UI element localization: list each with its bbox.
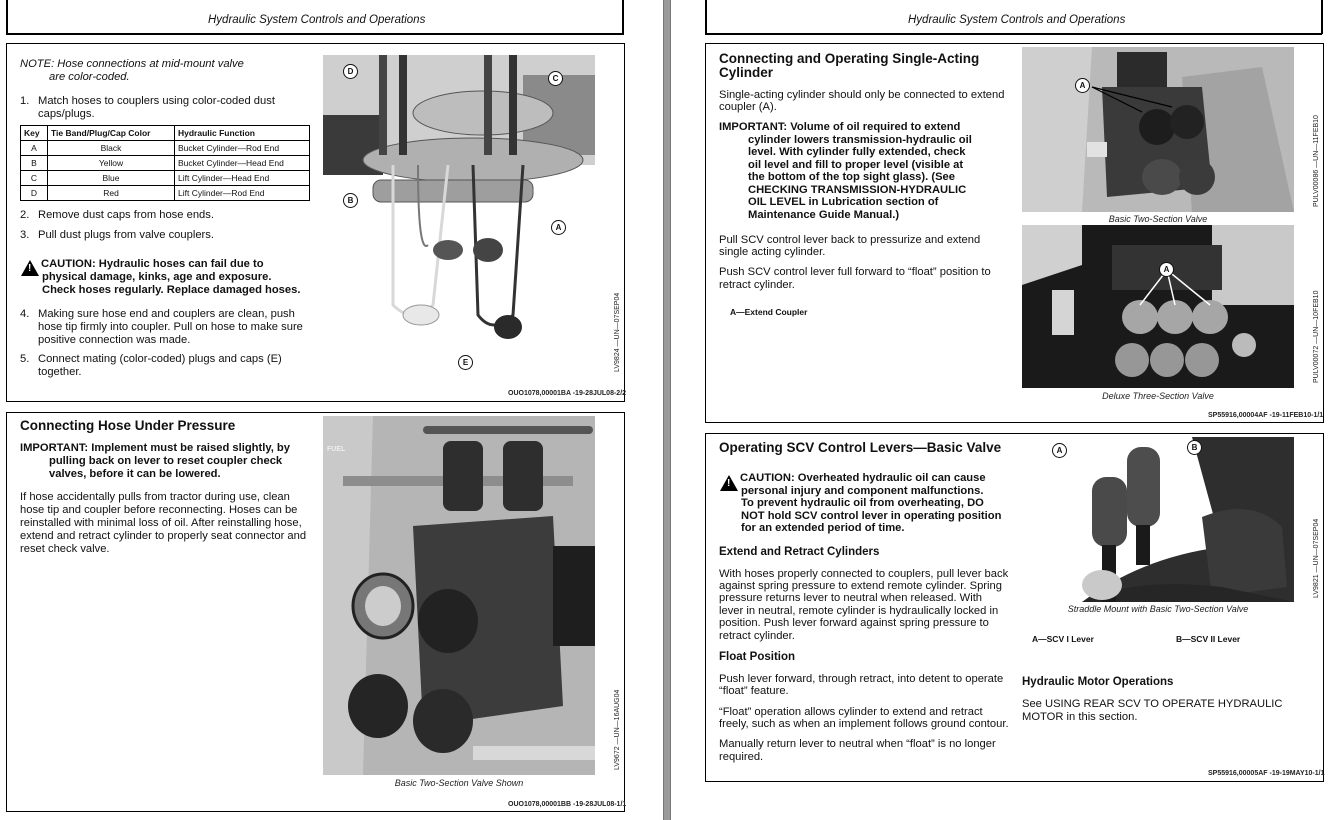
step-text: Making sure hose end and couplers are clean, push bbox=[38, 308, 295, 320]
hose-color-key-table bbox=[20, 125, 310, 201]
image-reference: LV9672 —UN—16AUG04 bbox=[614, 689, 621, 770]
legend-extend-coupler: A—Extend Coupler bbox=[730, 307, 808, 317]
float-p1-line-1: Push lever forward, through retract, into detent to operate bbox=[719, 673, 1004, 685]
deluxe-three-section-valve-photo bbox=[1022, 225, 1294, 388]
hose-couplers-illustration bbox=[323, 55, 595, 380]
important-line-7: OIL LEVEL in Lubrication section of bbox=[748, 196, 939, 208]
intro-line-1: Single-acting cylinder should only be connected to extend bbox=[719, 89, 1005, 101]
section-title-line-2: Cylinder bbox=[719, 65, 774, 80]
important-line-2: pulling back on lever to reset coupler check bbox=[49, 455, 283, 467]
document-reference: SP55916,00004AF -19-11FEB10-1/1 bbox=[1208, 412, 1324, 419]
photo-caption: Basic Two-Section Valve bbox=[1108, 214, 1208, 224]
body-line-3: reinstalled with minimal loss of oil. After reinstalling hose, bbox=[20, 517, 302, 529]
fuel-label: FUEL bbox=[327, 446, 346, 453]
section-title: Connecting Hose Under Pressure bbox=[20, 418, 236, 433]
extend-line-1: With hoses properly connected to couplers, pull lever back bbox=[719, 568, 1009, 580]
photo-caption: Straddle Mount with Basic Two-Section Valve bbox=[1067, 604, 1249, 614]
table-header-color: Tie Band/Plug/Cap Color bbox=[48, 126, 175, 141]
table-header-function: Hydraulic Function bbox=[175, 126, 310, 141]
subheading-extend-retract: Extend and Retract Cylinders bbox=[719, 546, 880, 558]
body-line-2: hose tip and coupler before reconnecting. Hoses can be bbox=[20, 504, 298, 516]
intro-line-2: coupler (A). bbox=[719, 101, 777, 113]
section-title: Operating SCV Control Levers—Basic Valve bbox=[719, 440, 1002, 455]
important-line-8: Maintenance Guide Manual.) bbox=[748, 209, 900, 221]
basic-valve-illustration bbox=[1022, 47, 1294, 212]
pull-line-2: single acting cylinder. bbox=[719, 246, 826, 258]
caution-line-1: CAUTION: Hydraulic hoses can fail due to bbox=[41, 258, 264, 270]
table-cell-color: Yellow bbox=[48, 156, 175, 171]
page-gutter bbox=[663, 0, 671, 820]
deluxe-valve-illustration bbox=[1022, 225, 1294, 388]
caution-line-2: physical damage, kinks, age and exposure. bbox=[42, 271, 272, 283]
table-row bbox=[21, 171, 310, 186]
legend-scv-ii-lever: B—SCV II Lever bbox=[1176, 634, 1241, 644]
table-cell-function: Bucket Cylinder—Rod End bbox=[175, 141, 310, 156]
step-number: 2. bbox=[20, 209, 30, 221]
left-page-header-rule-right bbox=[622, 0, 624, 34]
extend-line-6: retract cylinder. bbox=[719, 630, 795, 642]
float-p2-line-1: “Float” operation allows cylinder to extend and retract bbox=[719, 706, 983, 718]
callout-b: B bbox=[1187, 440, 1202, 455]
float-p3-line-1: Manually return lever to neutral when “float” is no longer bbox=[719, 738, 996, 750]
photo-caption: Deluxe Three-Section Valve bbox=[1102, 391, 1214, 401]
caution-line-5: for an extended period of time. bbox=[741, 522, 905, 534]
document-reference: OUO1078,00001BB -19-28JUL08-1/1 bbox=[508, 801, 627, 808]
important-line-5: the bottom of the top sight glass). (See bbox=[748, 171, 955, 183]
pull-line-1: Pull SCV control lever back to pressurize and extend bbox=[719, 234, 981, 246]
float-p2-line-2: freely, such as when an implement follows ground contour. bbox=[719, 718, 1009, 730]
legend-scv-i-lever: A—SCV I Lever bbox=[1032, 634, 1094, 644]
step-text: Pull dust plugs from valve couplers. bbox=[38, 229, 214, 241]
callout-a: A bbox=[1075, 78, 1090, 93]
step-number: 5. bbox=[20, 353, 30, 365]
body-line-4: extend and retract cylinder to properly seat connector and bbox=[20, 530, 307, 542]
note-line-2: are color-coded. bbox=[49, 71, 130, 83]
table-cell-color: Blue bbox=[48, 171, 175, 186]
step-text: Match hoses to couplers using color-coded dust bbox=[38, 95, 275, 107]
float-p1-line-2: “float” feature. bbox=[719, 685, 789, 697]
extend-line-5: position. Push lever forward against spring pressure to bbox=[719, 617, 989, 629]
callout-a: A bbox=[1052, 443, 1067, 458]
table-row bbox=[21, 156, 310, 171]
callout-d: D bbox=[343, 64, 358, 79]
step-number: 4. bbox=[20, 308, 30, 320]
important-line-3: valves, before it can be lowered. bbox=[49, 468, 221, 480]
subheading-float-position: Float Position bbox=[719, 651, 796, 663]
caution-line-3: Check hoses regularly. Replace damaged hoses. bbox=[42, 284, 301, 296]
step-number: 1. bbox=[20, 95, 30, 107]
caution-line-4: NOT hold SCV control lever in operating position bbox=[741, 510, 1002, 522]
step-5-line-2: together. bbox=[38, 366, 82, 378]
caution-line-2: personal injury and component malfunctions. bbox=[741, 485, 984, 497]
document-reference: SP55916,00005AF -19-19MAY10-1/1 bbox=[1208, 770, 1325, 777]
motor-line-1: See USING REAR SCV TO OPERATE HYDRAULIC bbox=[1022, 698, 1283, 710]
extend-line-2: against spring pressure to extend remote cylinder. Spring bbox=[719, 580, 1002, 592]
valve-illustration bbox=[323, 416, 595, 775]
important-line-2: cylinder lowers transmission-hydraulic oil bbox=[748, 134, 972, 146]
table-cell-key: D bbox=[21, 186, 48, 201]
scv-levers-photo bbox=[1022, 437, 1294, 602]
important-line-1: IMPORTANT: Implement must be raised slightly, by bbox=[20, 442, 290, 454]
table-cell-function: Lift Cylinder—Head End bbox=[175, 171, 310, 186]
table-cell-key: B bbox=[21, 156, 48, 171]
table-cell-color: Black bbox=[48, 141, 175, 156]
image-reference: PULV00086 —UN—11FEB10 bbox=[1313, 115, 1320, 207]
table-cell-color: Red bbox=[48, 186, 175, 201]
callout-c: C bbox=[548, 71, 563, 86]
table-cell-function: Bucket Cylinder—Head End bbox=[175, 156, 310, 171]
step-1-line-2: caps/plugs. bbox=[38, 108, 95, 120]
extend-line-3: pressure returns lever to neutral when released. With bbox=[719, 592, 983, 604]
hose-couplers-photo bbox=[323, 55, 595, 380]
important-line-1: IMPORTANT: Volume of oil required to extend bbox=[719, 121, 961, 133]
warning-triangle-icon: ! bbox=[21, 260, 39, 276]
step-4-line-3: positive connection was made. bbox=[38, 334, 191, 346]
image-reference: LV9824 —UN—07SEP04 bbox=[614, 292, 621, 372]
table-cell-key: C bbox=[21, 171, 48, 186]
photo-caption: Basic Two-Section Valve Shown bbox=[394, 778, 524, 788]
body-line-5: reset check valve. bbox=[20, 543, 110, 555]
left-page-header-rule bbox=[6, 0, 8, 34]
right-page-header-bottom bbox=[705, 33, 1322, 35]
important-line-6: CHECKING TRANSMISSION-HYDRAULIC bbox=[748, 184, 967, 196]
section-title-line-1: Connecting and Operating Single-Acting bbox=[719, 51, 980, 66]
left-page-header-title: Hydraulic System Controls and Operations bbox=[208, 14, 426, 26]
callout-a: A bbox=[551, 220, 566, 235]
table-header-row bbox=[21, 126, 310, 141]
caution-line-1: CAUTION: Overheated hydraulic oil can cause bbox=[740, 472, 986, 484]
step-4-line-2: hose tip firmly into coupler. Pull on hose to make sure bbox=[38, 321, 303, 333]
right-page-header-title: Hydraulic System Controls and Operations bbox=[908, 14, 1126, 26]
step-text: Connect mating (color-coded) plugs and caps (E) bbox=[38, 353, 282, 365]
image-reference: LV9821 —UN—07SEP04 bbox=[1313, 518, 1320, 598]
table-cell-key: A bbox=[21, 141, 48, 156]
subheading-hydraulic-motor: Hydraulic Motor Operations bbox=[1022, 676, 1174, 688]
important-line-4: oil level and fill to proper level (visible at bbox=[748, 159, 964, 171]
float-p3-line-2: required. bbox=[719, 751, 764, 763]
important-line-3: level. With cylinder fully extended, check bbox=[748, 146, 966, 158]
extend-line-4: lever in neutral, remote cylinder is hydraulically locked in bbox=[719, 605, 999, 617]
motor-line-2: MOTOR in this section. bbox=[1022, 711, 1138, 723]
caution-line-3: To prevent hydraulic oil from overheating, DO bbox=[741, 497, 984, 509]
scv-levers-illustration bbox=[1022, 437, 1294, 602]
left-page-header-bottom bbox=[6, 33, 623, 35]
push-line-1: Push SCV control lever full forward to “float” position to bbox=[719, 266, 991, 278]
right-page-header-rule bbox=[705, 0, 707, 34]
table-header-key: Key bbox=[21, 126, 48, 141]
step-number: 3. bbox=[20, 229, 30, 241]
warning-triangle-icon: ! bbox=[720, 475, 738, 491]
basic-two-section-valve-photo bbox=[1022, 47, 1294, 212]
callout-a: A bbox=[1159, 262, 1174, 277]
two-section-valve-photo bbox=[323, 416, 595, 775]
right-page-header-rule-right bbox=[1321, 0, 1323, 34]
push-line-2: retract cylinder. bbox=[719, 279, 795, 291]
document-reference: OUO1078,00001BA -19-28JUL08-2/2 bbox=[508, 390, 627, 397]
callout-b: B bbox=[343, 193, 358, 208]
table-row bbox=[21, 141, 310, 156]
note-line-1: NOTE: Hose connections at mid-mount valve bbox=[20, 58, 244, 70]
step-text: Remove dust caps from hose ends. bbox=[38, 209, 214, 221]
table-cell-function: Lift Cylinder—Rod End bbox=[175, 186, 310, 201]
table-row bbox=[21, 186, 310, 201]
callout-e: E bbox=[458, 355, 473, 370]
body-line-1: If hose accidentally pulls from tractor during use, clean bbox=[20, 491, 290, 503]
image-reference: PULV00072 —UN—10FEB10 bbox=[1313, 290, 1320, 383]
